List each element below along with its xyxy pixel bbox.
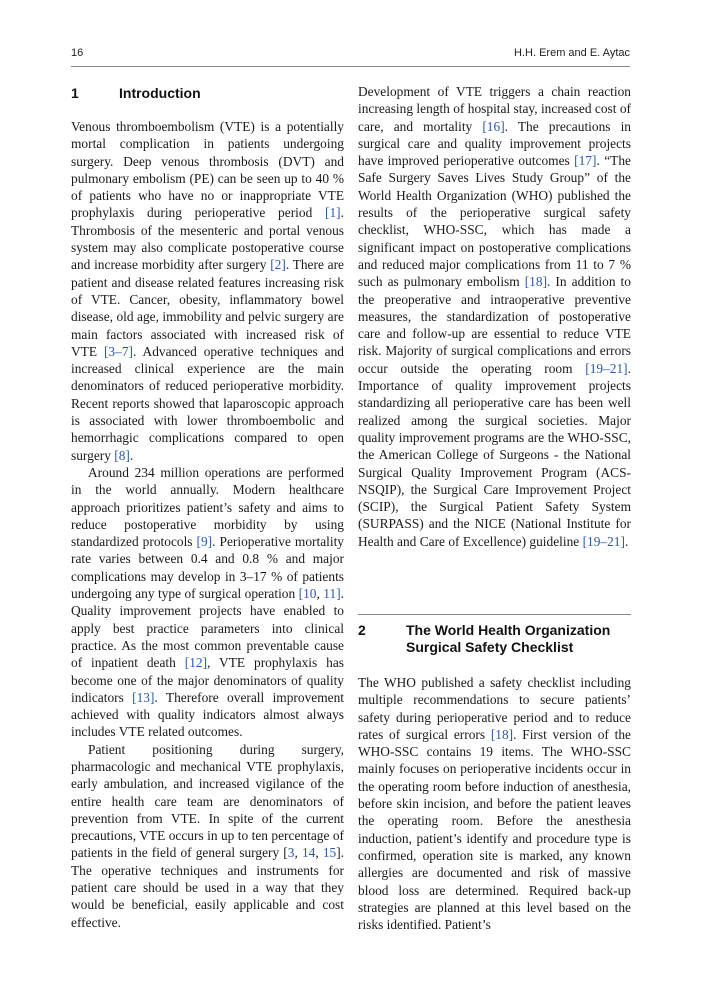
- paragraph-text: . Quality improvement projects have enabled to apply best practice parameters into clinical practice. As the most common preventable cause of inpatient death: [71, 586, 345, 671]
- citation-link[interactable]: [8]: [114, 447, 130, 463]
- citation-link[interactable]: [1]: [325, 205, 341, 221]
- running-header: [71, 45, 630, 67]
- citation-link[interactable]: 11]: [323, 586, 341, 602]
- section-heading-introduction: [71, 85, 201, 102]
- page-number: 16: [71, 47, 84, 59]
- section-number: 2: [358, 622, 366, 638]
- paragraph-text: . Perioperative mortality rate varies between 0.4 and 0.8 % and major complications may develop in 3–17 % of patients undergoing any type of surgical operation: [71, 534, 344, 602]
- paragraph-text: . The precautions in surgical care and quality improvement projects have improved perioperative outcomes: [358, 118, 631, 169]
- citation-link[interactable]: 14: [301, 845, 316, 861]
- citation-link[interactable]: [9]: [196, 534, 213, 550]
- paragraph: [71, 118, 344, 464]
- citation-link[interactable]: [13]: [132, 689, 155, 705]
- citation-link[interactable]: 15: [322, 845, 337, 861]
- paragraph-text: The WHO published a safety checklist including multiple recommendations to secure patients’ safety during perioperative period and to reduce rates of surgical errors: [358, 675, 631, 742]
- citation-link[interactable]: [18]: [524, 274, 548, 290]
- paragraph-text: . “The Safe Surgery Saves Lives Study Group” of the World Health Organization (WHO) published the results of the perioperative surgical safety checklist, WHO-SSC, which has made a significant impact on postoperative complications and reduced major complications from 11 to 7 % such as pulmonary embolism: [358, 153, 631, 290]
- paragraph: [71, 464, 344, 741]
- paragraph-text: . Importance of quality improvement projects standardizing all perioperative care has been well realized among the surgical societies. Major quality improvement programs are the WHO-SSC, the American College of Surgeons - the National Surgical Quality Improvement Program (ACS-NSQIP), the Surgical Care Improvement Project (SCIP), the Surgical Patient Safety System (SURPASS) and the NICE (National Institute for Health and Care of Excellence) guideline: [358, 360, 631, 549]
- section-title: [406, 622, 610, 656]
- citation-link[interactable]: [3–7]: [103, 343, 133, 359]
- paragraph-text: .: [129, 447, 134, 463]
- paragraph-text: . Advanced operative techniques and increased clinical experience are the main denominators of reduced perioperative morbidity. Recent reports showed that laparoscopic approach is associated with lower thromboembolic and hemorrhagic complications compared to open surgery: [71, 343, 344, 463]
- section-title: Introduction: [119, 85, 201, 101]
- paragraph-text: Around 234 million operations are performed in the world annually. Modern healthcare approach prioritizes patient’s safety and aims to reduce postoperative morbidity by using standardized protocols: [71, 464, 344, 550]
- section-number: 1: [71, 85, 79, 101]
- citation-link[interactable]: [16]: [482, 118, 505, 134]
- paragraph: [358, 83, 631, 550]
- citation-link[interactable]: 3: [287, 845, 295, 861]
- citation-link[interactable]: [2]: [270, 257, 286, 273]
- paragraph-text: . Thrombosis of the mesenteric and portal venous system may also complicate postoperative course and increase morbidity after surgery: [71, 205, 344, 273]
- citation-link[interactable]: [17]: [574, 153, 597, 169]
- citation-link[interactable]: [12]: [184, 655, 208, 671]
- paragraph-text: ,: [294, 845, 302, 861]
- paragraph-text: . There are patient and disease related features increasing risk of VTE. Cancer, obesity, inflammatory bowel disease, old age, immobility and pelvic surgery are main factors associated with increased risk of VTE: [71, 257, 344, 359]
- paragraph-text: ]. The operative techniques and instruments for patient care should be used in a way that they would be beneficial, easily applicable and cost effective.: [71, 845, 345, 930]
- paragraph-text: Patient positioning during surgery, pharmacologic and mechanical VTE prophylaxis, early ambulation, and increased vigilance of the entire health care team are denominators of prevention from VTE. In spite of the current precautions, VTE occurs in up to ten percentage of patients in the field of general surgery [: [71, 741, 344, 861]
- citation-link[interactable]: [19–21]: [585, 360, 628, 376]
- paragraph-text: . In addition to the preoperative and intraoperative preventive measures, the standardization of postoperative care and follow-up are essential to reduce VTE risk. Majority of surgical complications and errors occur outside the operating room: [358, 274, 631, 376]
- paragraph-text: . Therefore overall improvement achieved with quality indicators almost always includes VTE related outcomes.: [71, 689, 344, 740]
- section-title-line2: Surgical Safety Checklist: [406, 639, 574, 655]
- paragraph-text: .: [624, 533, 629, 549]
- running-authors: H.H. Erem and E. Aytac: [514, 47, 630, 59]
- paragraph: [358, 674, 631, 933]
- paragraph-text: , VTE prophylaxis has become one of the major denominators of quality indicators: [71, 655, 344, 705]
- paragraph: [71, 741, 344, 931]
- paragraph-text: . First version of the WHO-SSC contains 19 items. The WHO-SSC mainly focuses on perioperative incidents occur in the operating room before induction of anesthesia, before skin incision, and before the patient leaves the operating room. Before the anesthesia induction, patient’s identify and procedure type is confirmed, operation site is marked, any known allergies are documented and risk of massive blood loss are determined. Required back-up strategies are planned at this level based on the risks identified. Patient’s: [358, 726, 631, 933]
- citation-link[interactable]: [19–21]: [582, 533, 625, 549]
- section-title-line1: The World Health Organization: [406, 622, 611, 638]
- paragraph-text: ,: [316, 586, 324, 602]
- citation-link[interactable]: [10: [298, 586, 317, 602]
- section-heading-who-checklist: [358, 622, 610, 656]
- paragraph-text: Venous thromboembolism (VTE) is a potentially mortal complication in patients undergoing surgery. Deep venous thrombosis (DVT) and pulmonary embolism (PE) can be seen up to 40 % of patients who have no or inappropriate VTE prophylaxis during perioperative period: [71, 119, 344, 221]
- citation-link[interactable]: [18]: [490, 726, 514, 742]
- section-rule: [358, 614, 631, 615]
- paragraph-text: Development of VTE triggers a chain reaction increasing length of hospital stay, increased cost of care, and mortality: [358, 84, 631, 134]
- paragraph-text: ,: [315, 845, 323, 861]
- header-rule: [71, 66, 630, 67]
